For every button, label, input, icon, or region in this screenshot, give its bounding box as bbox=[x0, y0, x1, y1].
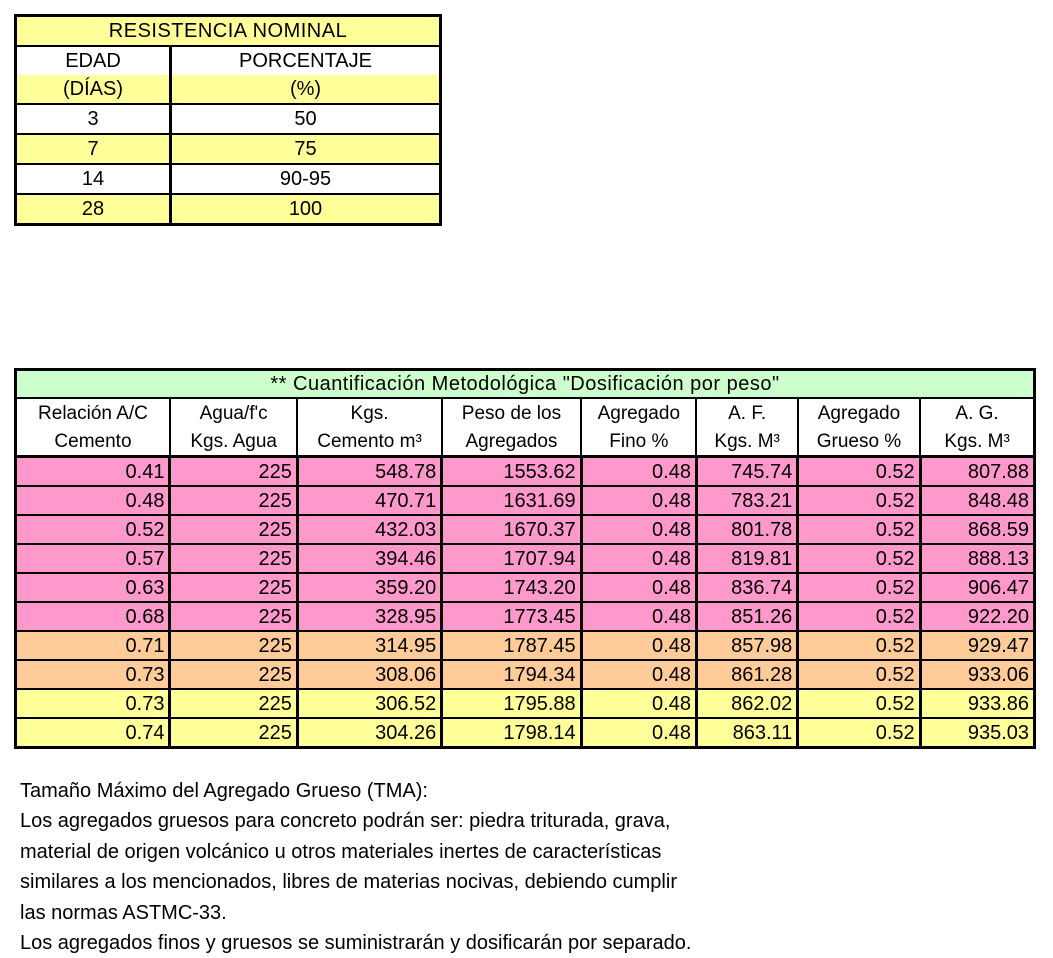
fino-pct-cell: 0.48 bbox=[581, 544, 696, 573]
ag-kgs-cell: 906.47 bbox=[920, 573, 1034, 602]
af-kgs-cell: 857.98 bbox=[696, 631, 797, 660]
grueso-pct-cell: 0.52 bbox=[798, 689, 920, 718]
ag-kgs-cell: 933.86 bbox=[920, 689, 1034, 718]
af-kgs-cell: 851.26 bbox=[696, 602, 797, 631]
edad-header: EDAD bbox=[16, 46, 171, 75]
porcentaje-cell: 75 bbox=[171, 134, 441, 164]
ag-kgs-cell: 807.88 bbox=[920, 457, 1034, 487]
edad-cell: 3 bbox=[16, 104, 171, 134]
grueso-pct-cell: 0.52 bbox=[798, 602, 920, 631]
agua-cell: 225 bbox=[170, 457, 297, 487]
grueso-pct-cell: 0.52 bbox=[798, 457, 920, 487]
af-kgs-cell: 801.78 bbox=[696, 515, 797, 544]
relacion-ac-cell: 0.41 bbox=[16, 457, 170, 487]
peso-agregados-cell: 1794.34 bbox=[442, 660, 581, 689]
edad-cell: 28 bbox=[16, 194, 171, 225]
table-row bbox=[16, 631, 1035, 660]
af-kgs-cell: 836.74 bbox=[696, 573, 797, 602]
cemento-cell: 470.71 bbox=[297, 486, 441, 515]
cemento-cell: 359.20 bbox=[297, 573, 441, 602]
col-header-fino-pct: Agregado bbox=[581, 398, 696, 427]
note-line: Los agregados finos y gruesos se suministrarán y dosificarán por separado. bbox=[20, 932, 692, 955]
table-row bbox=[16, 486, 1035, 515]
relacion-ac-cell: 0.52 bbox=[16, 515, 170, 544]
col-header-fino-pct-sub: Fino % bbox=[581, 427, 696, 457]
fino-pct-cell: 0.48 bbox=[581, 718, 696, 748]
cemento-cell: 328.95 bbox=[297, 602, 441, 631]
resistencia-nominal-table bbox=[14, 14, 442, 226]
af-kgs-cell: 863.11 bbox=[696, 718, 797, 748]
col-header-ag-sub: Kgs. M³ bbox=[920, 427, 1034, 457]
af-kgs-cell: 745.74 bbox=[696, 457, 797, 487]
grueso-pct-cell: 0.52 bbox=[798, 544, 920, 573]
porcentaje-cell: 50 bbox=[171, 104, 441, 134]
cemento-cell: 304.26 bbox=[297, 718, 441, 748]
col-header-agua: Agua/f'c bbox=[170, 398, 297, 427]
table-row bbox=[16, 104, 441, 134]
peso-agregados-cell: 1631.69 bbox=[442, 486, 581, 515]
peso-agregados-cell: 1670.37 bbox=[442, 515, 581, 544]
grueso-pct-cell: 0.52 bbox=[798, 660, 920, 689]
note-line: las normas ASTMC-33. bbox=[20, 901, 227, 924]
cemento-cell: 432.03 bbox=[297, 515, 441, 544]
col-header-peso: Peso de los bbox=[442, 398, 581, 427]
table-row bbox=[16, 660, 1035, 689]
col-header-ag: A. G. bbox=[955, 402, 999, 424]
edad-cell: 14 bbox=[16, 164, 171, 194]
cemento-cell: 308.06 bbox=[297, 660, 441, 689]
peso-agregados-cell: 1795.88 bbox=[442, 689, 581, 718]
table-row bbox=[16, 544, 1035, 573]
fino-pct-cell: 0.48 bbox=[581, 602, 696, 631]
peso-agregados-cell: 1773.45 bbox=[442, 602, 581, 631]
ag-kgs-cell: 922.20 bbox=[920, 602, 1034, 631]
fino-pct-cell: 0.48 bbox=[581, 689, 696, 718]
peso-agregados-cell: 1798.14 bbox=[442, 718, 581, 748]
agua-cell: 225 bbox=[170, 602, 297, 631]
peso-agregados-cell: 1787.45 bbox=[442, 631, 581, 660]
agua-cell: 225 bbox=[170, 515, 297, 544]
grueso-pct-cell: 0.52 bbox=[798, 718, 920, 748]
agua-cell: 225 bbox=[170, 544, 297, 573]
table-row bbox=[16, 718, 1035, 748]
relacion-ac-cell: 0.63 bbox=[16, 573, 170, 602]
table-row bbox=[16, 573, 1035, 602]
porcentaje-header: PORCENTAJE bbox=[171, 46, 441, 75]
fino-pct-cell: 0.48 bbox=[581, 631, 696, 660]
porcentaje-header-unit: (%) bbox=[171, 75, 441, 104]
grueso-pct-cell: 0.52 bbox=[798, 631, 920, 660]
col-header-relacion: Relación A/C bbox=[16, 398, 170, 427]
porcentaje-cell: 90-95 bbox=[171, 164, 441, 194]
peso-agregados-cell: 1743.20 bbox=[442, 573, 581, 602]
col-header-relacion-sub: Cemento bbox=[16, 427, 170, 457]
header-row bbox=[16, 427, 1035, 457]
table-row bbox=[16, 515, 1035, 544]
col-header-grueso-pct: Agregado bbox=[798, 398, 920, 427]
porcentaje-cell: 100 bbox=[171, 194, 441, 225]
agua-cell: 225 bbox=[170, 660, 297, 689]
table-row bbox=[16, 457, 1035, 487]
grueso-pct-cell: 0.52 bbox=[798, 515, 920, 544]
agua-cell: 225 bbox=[170, 573, 297, 602]
relacion-ac-cell: 0.48 bbox=[16, 486, 170, 515]
grueso-pct-cell: 0.52 bbox=[798, 486, 920, 515]
af-kgs-cell: 819.81 bbox=[696, 544, 797, 573]
relacion-ac-cell: 0.68 bbox=[16, 602, 170, 631]
col-header-agua-sub: Kgs. Agua bbox=[170, 427, 297, 457]
ag-kgs-cell: 933.06 bbox=[920, 660, 1034, 689]
ag-kgs-cell: 868.59 bbox=[920, 515, 1034, 544]
col-header-af-sub: Kgs. M³ bbox=[696, 427, 797, 457]
af-kgs-cell: 783.21 bbox=[696, 486, 797, 515]
edad-cell: 7 bbox=[16, 134, 171, 164]
col-header-af: A. F. bbox=[696, 398, 797, 427]
col-header-grueso-pct-sub: Grueso % bbox=[798, 427, 920, 457]
cuantificacion-table bbox=[14, 368, 1036, 749]
af-kgs-cell: 862.02 bbox=[696, 689, 797, 718]
relacion-ac-cell: 0.73 bbox=[16, 689, 170, 718]
header-row bbox=[16, 398, 1035, 427]
ag-kgs-cell: 929.47 bbox=[920, 631, 1034, 660]
note-line: similares a los mencionados, libres de materias nocivas, debiendo cumplir bbox=[20, 871, 677, 894]
resistencia-title: RESISTENCIA NOMINAL bbox=[16, 16, 441, 47]
ag-kgs-cell: 888.13 bbox=[920, 544, 1034, 573]
table-row bbox=[16, 602, 1035, 631]
agua-cell: 225 bbox=[170, 689, 297, 718]
grueso-pct-cell: 0.52 bbox=[798, 573, 920, 602]
peso-agregados-cell: 1553.62 bbox=[442, 457, 581, 487]
fino-pct-cell: 0.48 bbox=[581, 573, 696, 602]
cemento-cell: 548.78 bbox=[297, 457, 441, 487]
agua-cell: 225 bbox=[170, 486, 297, 515]
fino-pct-cell: 0.48 bbox=[581, 457, 696, 487]
relacion-ac-cell: 0.74 bbox=[16, 718, 170, 748]
table-row bbox=[16, 134, 441, 164]
peso-agregados-cell: 1707.94 bbox=[442, 544, 581, 573]
cemento-cell: 314.95 bbox=[297, 631, 441, 660]
relacion-ac-cell: 0.73 bbox=[16, 660, 170, 689]
agua-cell: 225 bbox=[170, 718, 297, 748]
cuantificacion-title: ** Cuantificación Metodológica "Dosificación por peso" bbox=[16, 370, 1035, 399]
cuantificacion-body bbox=[16, 457, 1035, 748]
ag-kgs-cell: 848.48 bbox=[920, 486, 1034, 515]
col-header-peso-sub: Agregados bbox=[442, 427, 581, 457]
relacion-ac-cell: 0.57 bbox=[16, 544, 170, 573]
note-line: material de origen volcánico u otros materiales inertes de características bbox=[20, 840, 662, 863]
note-heading: Tamaño Máximo del Agregado Grueso (TMA): bbox=[20, 780, 428, 802]
col-header-cemento-sub: Cemento m³ bbox=[297, 427, 441, 457]
agua-cell: 225 bbox=[170, 631, 297, 660]
table-row bbox=[16, 164, 441, 194]
ag-kgs-cell: 935.03 bbox=[920, 718, 1034, 748]
fino-pct-cell: 0.48 bbox=[581, 660, 696, 689]
col-header-cemento: Kgs. bbox=[297, 398, 441, 427]
table-row bbox=[16, 689, 1035, 718]
edad-header-unit: (DÍAS) bbox=[16, 75, 171, 104]
fino-pct-cell: 0.48 bbox=[581, 486, 696, 515]
table-row bbox=[16, 194, 441, 225]
af-kgs-cell: 861.28 bbox=[696, 660, 797, 689]
fino-pct-cell: 0.48 bbox=[581, 515, 696, 544]
tma-note bbox=[20, 776, 1020, 958]
cemento-cell: 306.52 bbox=[297, 689, 441, 718]
relacion-ac-cell: 0.71 bbox=[16, 631, 170, 660]
note-line: Los agregados gruesos para concreto podrán ser: piedra triturada, grava, bbox=[20, 810, 671, 833]
cemento-cell: 394.46 bbox=[297, 544, 441, 573]
